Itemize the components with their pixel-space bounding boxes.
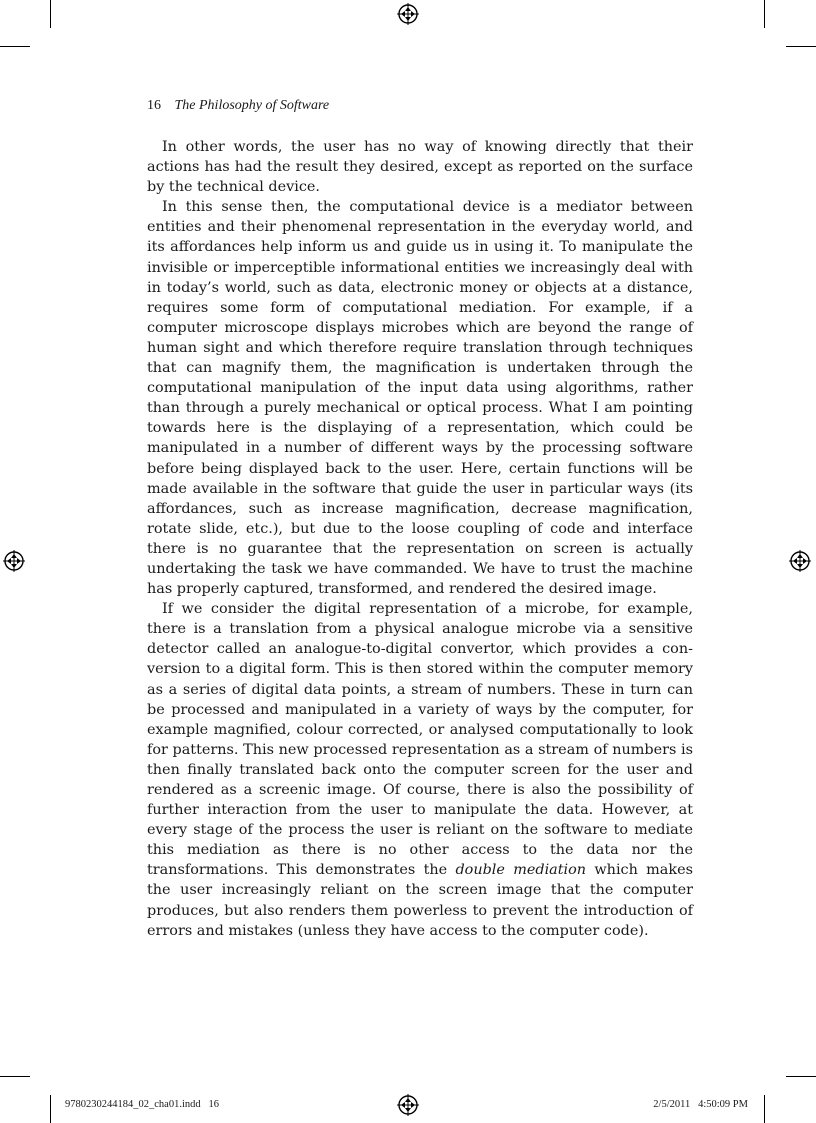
slug-filename: 9780230244184_02_cha01.indd 16 — [65, 1099, 219, 1110]
page-number: 16 — [147, 98, 161, 113]
crop-mark — [764, 1095, 765, 1123]
registration-mark-icon — [397, 3, 419, 25]
slug-timestamp: 2/5/2011 4:50:09 PM — [653, 1099, 748, 1110]
emphasis-term: double mediation — [455, 862, 587, 879]
paragraph: In other words, the user has no way of knowing directly that their actions has had the result they desired, except as reported on the surface by the technical device. — [147, 139, 693, 196]
book-title: The Philosophy of Software — [174, 98, 330, 113]
crop-mark — [764, 0, 765, 28]
crop-mark — [50, 1095, 51, 1123]
crop-mark — [50, 0, 51, 28]
running-header — [147, 97, 329, 115]
registration-mark-icon — [3, 550, 25, 572]
crop-mark — [0, 46, 30, 47]
paragraph-text: If we consider the digital representation of a microbe, for example, there is a translation from a physical analogue microbe via a sensitive detector called an analogue-to-digital convertor, which provides a conversion to a digital form. This is then stored within the computer memory as a series of digital data points, a stream of numbers. These in turn can be processed and manipulated in a variety of ways by the computer, for example magnified, colour corrected, or analysed computationally to look for patterns. This new processed representation as a stream of numbers is then finally translated back onto the computer screen for the user and rendered as a screenic image. Of course, there is also the possibility of further interaction from the user to manipulate the data. However, at every stage of the process the user is reliant on the software to mediate this mediation as there is no other access to the data nor the transformations. This demonstrates the — [147, 601, 693, 879]
paragraph-text: which makes the user increasingly reliant on the screen image that the computer produces, but also renders them powerless to prevent the introduction of errors and mistakes (unless they have access to the computer code). — [147, 862, 694, 939]
crop-mark — [786, 1076, 816, 1077]
registration-mark-icon — [789, 550, 811, 572]
paragraph — [147, 599, 693, 941]
crop-mark — [0, 1076, 30, 1077]
crop-mark — [786, 46, 816, 47]
paragraph: In this sense then, the computational device is a mediator between entities and their phenomenal representation in the everyday world, and its affordances help inform us and guide us in using it. To manipulate the invisible or imperceptible informational entities we increasingly deal with in today’s world, such as data, electronic money or objects at a distance, requires some form of computational mediation. For example, if a computer microscope displays microbes which are beyond the range of human sight and which therefore require translation through techniques that can magnify them, the magnification is undertaken through the computational manipulation of the input data using algorithms, rather than through a purely mechanical or optical process. What I am pointing towards here is the displaying of a representation, which could be manipulated in a number of different ways by the processing software before being displayed back to the user. Here, certain functions will be made available in the software that guide the user in particular ways (its affordances, such as increase magnification, decrease magnification, rotate slide, etc.), but due to the loose coupling of code and interface there is no guarantee that the representation on screen is actually undertaking the task we have commanded. We have to trust the machine has properly captured, transformed, and rendered the desired image. — [147, 199, 693, 598]
body-text — [147, 137, 693, 941]
registration-mark-icon — [397, 1094, 419, 1116]
